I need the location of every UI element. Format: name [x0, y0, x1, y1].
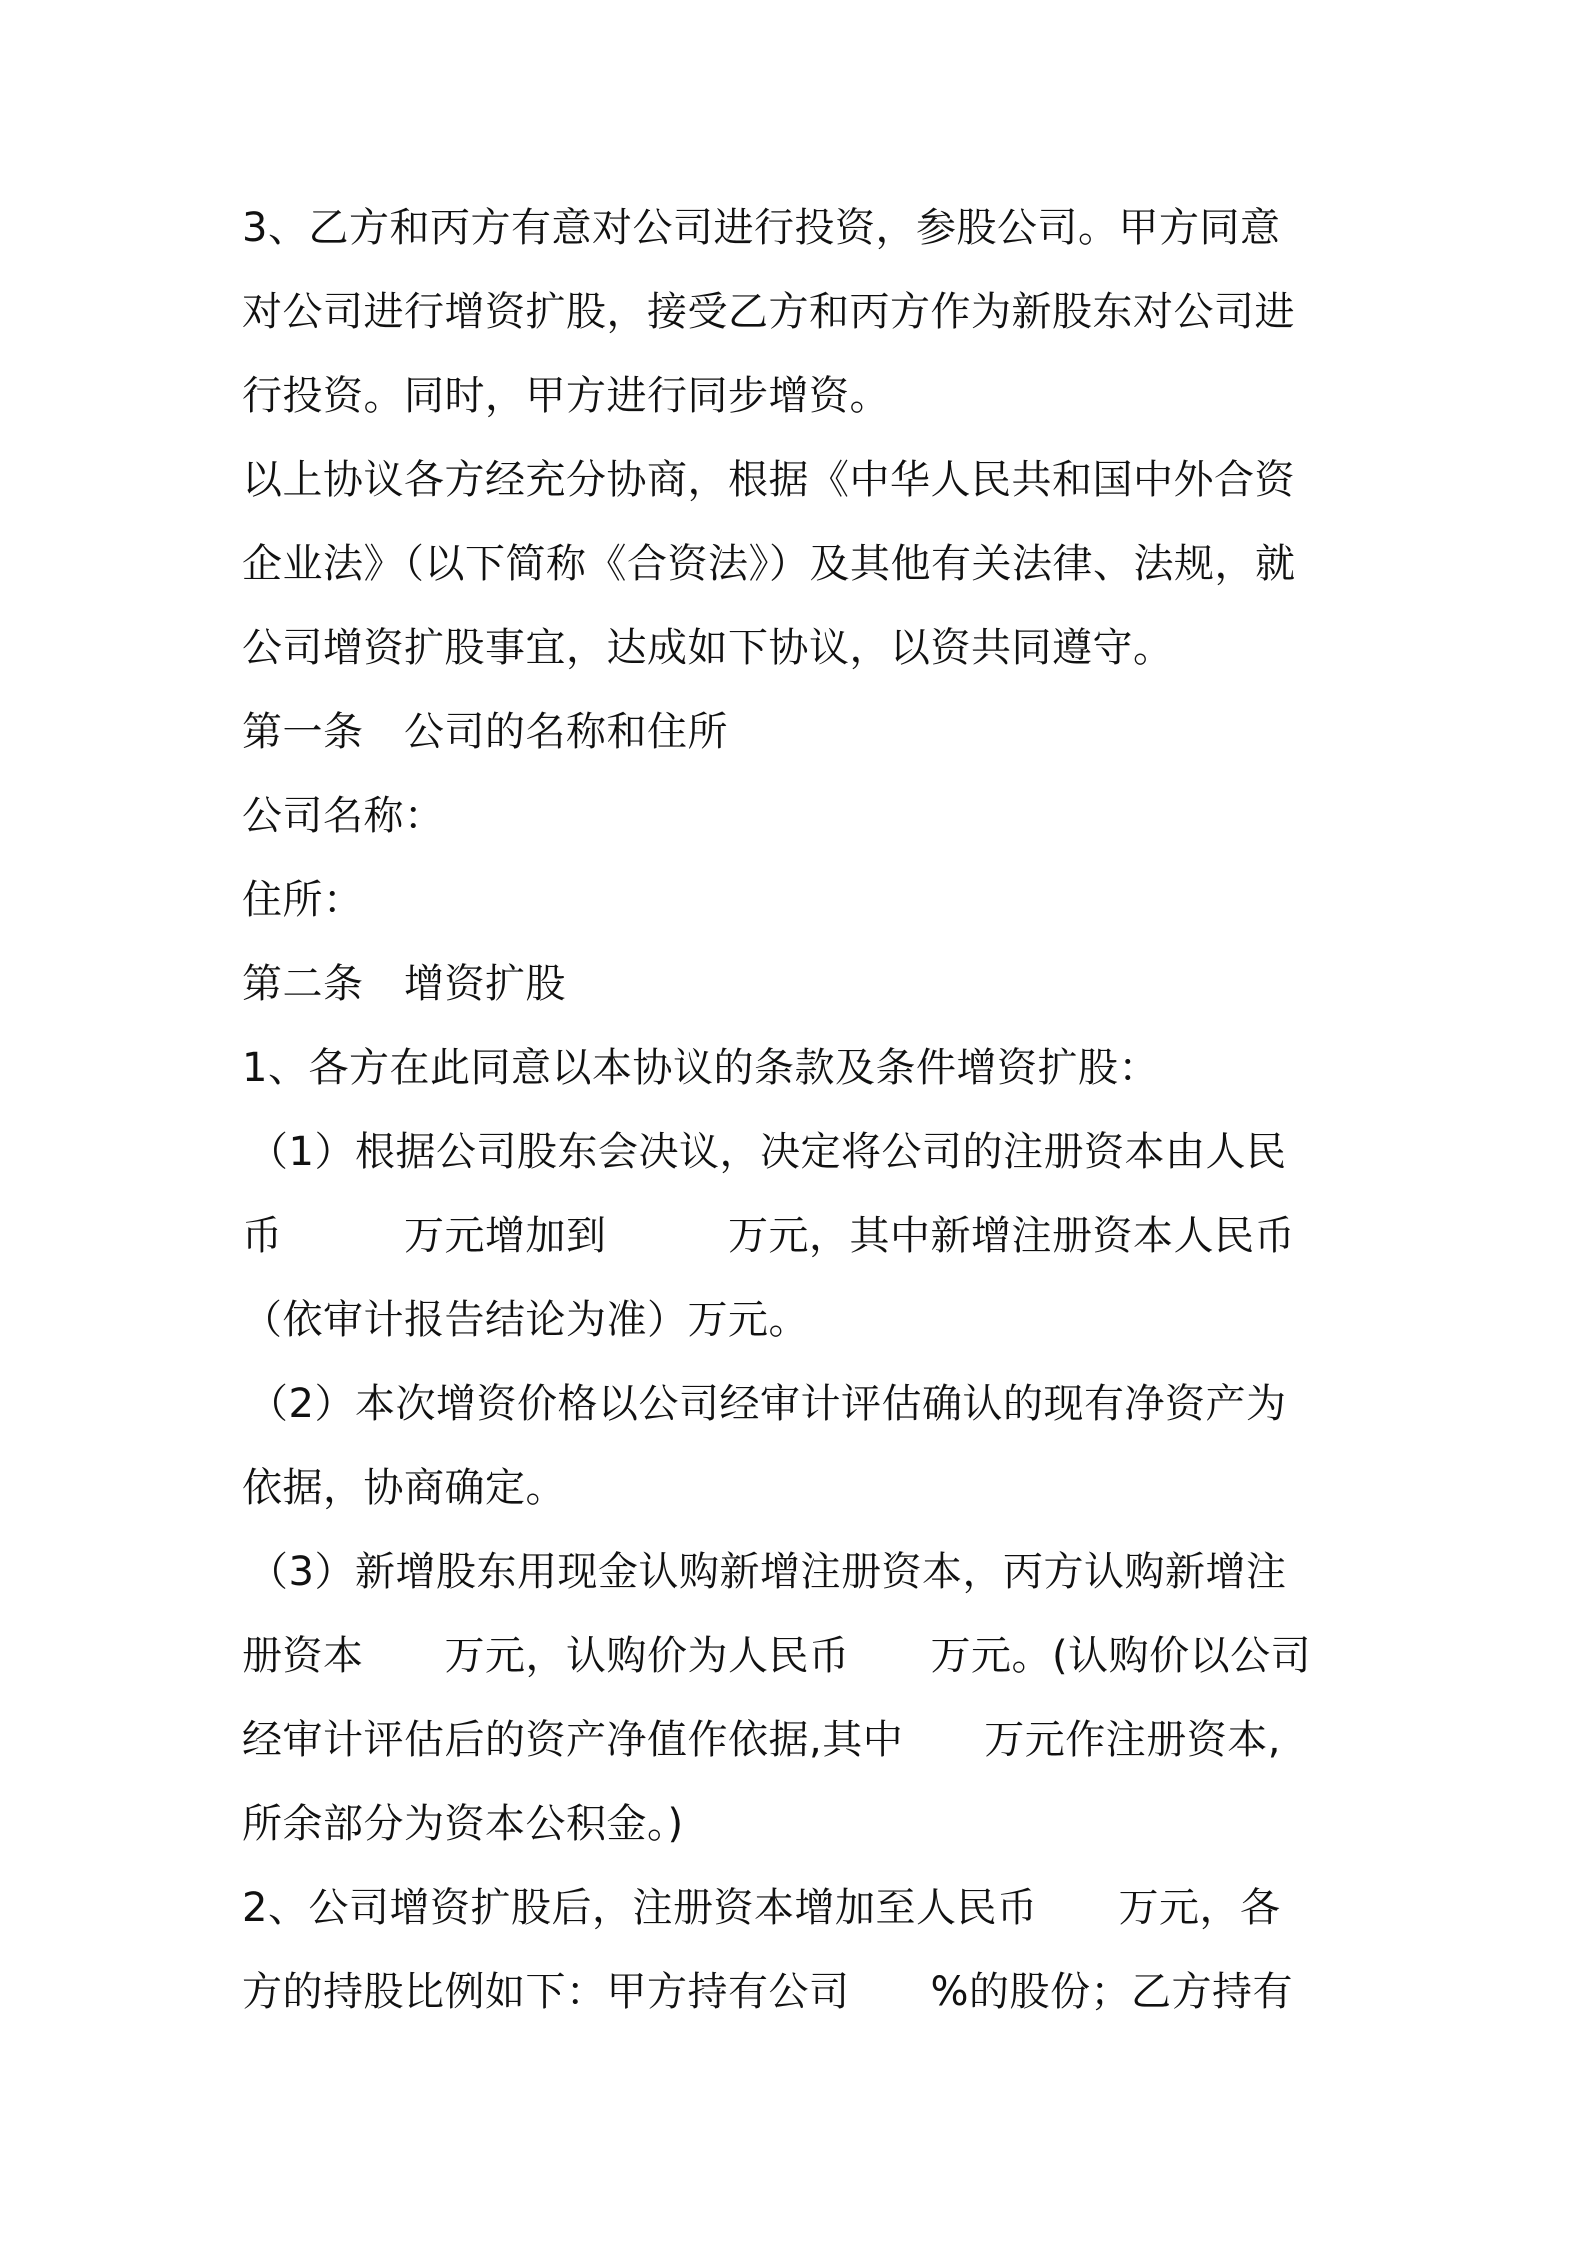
paragraph-line-1: 3、乙方和丙方有意对公司进行投资，参股公司。甲方同意: [242, 205, 1281, 251]
paragraph-line-17: （3）新增股东用现金认购新增注册资本，丙方认购新增注: [248, 1549, 1287, 1595]
paragraph-line-6: 公司增资扩股事宜，达成如下协议，以资共同遵守。: [242, 625, 1174, 671]
address-label: 住所：: [242, 877, 364, 923]
paragraph-line-18: 册资本 万元，认购价为人民币 万元。(认购价以公司: [242, 1633, 1312, 1679]
paragraph-line-20: 所余部分为资本公积金。): [242, 1801, 684, 1847]
paragraph-line-16: 依据，协商确定。: [242, 1465, 566, 1511]
paragraph-line-19: 经审计评估后的资产净值作依据,其中 万元作注册资本,: [242, 1717, 1281, 1763]
paragraph-line-5: 企业法》（以下简称《合资法》）及其他有关法律、法规，就: [242, 541, 1296, 587]
paragraph-line-3: 行投资。同时，甲方进行同步增资。: [242, 373, 890, 419]
paragraph-line-11: 1、各方在此同意以本协议的条款及条件增资扩股：: [242, 1045, 1159, 1091]
paragraph-line-2: 对公司进行增资扩股，接受乙方和丙方作为新股东对公司进: [242, 289, 1295, 335]
company-name-label: 公司名称：: [242, 793, 445, 839]
paragraph-line-4: 以上协议各方经充分协商，根据《中华人民共和国中外合资: [242, 457, 1295, 503]
paragraph-line-15: （2）本次增资价格以公司经审计评估确认的现有净资产为: [248, 1381, 1287, 1427]
paragraph-line-14: （依审计报告结论为准）万元。: [242, 1297, 809, 1343]
paragraph-line-12: （1）根据公司股东会决议，决定将公司的注册资本由人民: [248, 1129, 1287, 1175]
article-heading-2: 第二条 增资扩股: [242, 961, 566, 1007]
paragraph-line-13: 币 万元增加到 万元，其中新增注册资本人民币: [242, 1213, 1295, 1259]
paragraph-line-21: 2、公司增资扩股后，注册资本增加至人民币 万元，各: [242, 1885, 1281, 1931]
article-heading-1: 第一条 公司的名称和住所: [242, 709, 728, 755]
paragraph-line-22: 方的持股比例如下：甲方持有公司 %的股份；乙方持有: [242, 1969, 1294, 2015]
